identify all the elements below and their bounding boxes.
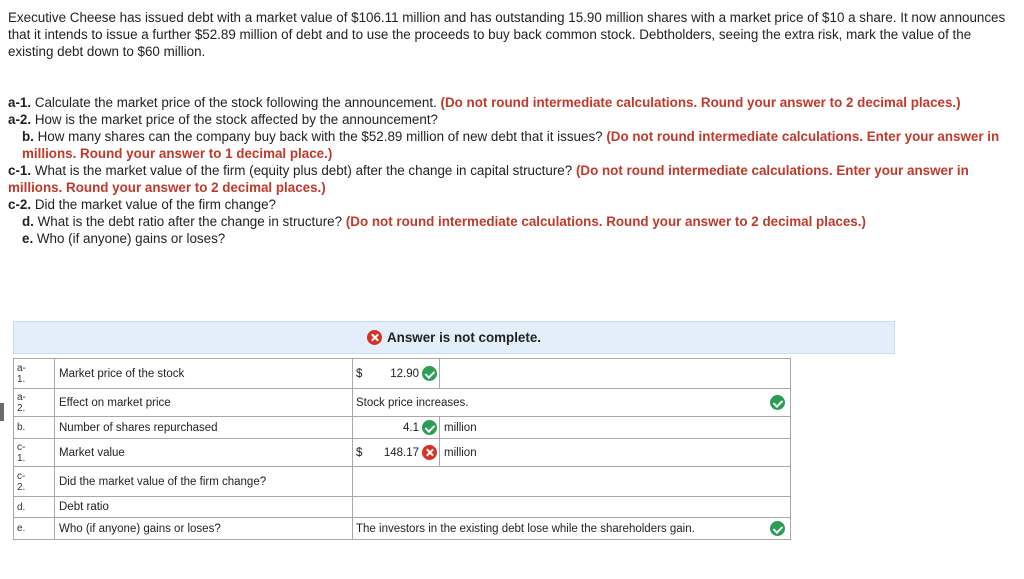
answer-value[interactable]: 148.17 [383,446,419,459]
row-id [14,417,55,439]
answer-value[interactable]: 4.1 [403,421,419,434]
question-hint: (Do not round intermediate calculations. Enter your answer in millions. Round your answer to 2 decimal places.) [8,163,969,195]
row-description: Debt ratio [55,497,353,518]
question-a1 [8,94,1008,111]
question-a2 [8,111,1008,128]
question-hint: (Do not round intermediate calculations. Enter your answer in millions. Round your answer to 1 decimal place.) [22,129,1000,161]
question-text: How is the market price of the stock affected by the announcement? [34,112,438,127]
table-row [14,417,791,439]
row-id-text: a- 2. [17,391,26,414]
row-id [14,389,55,417]
unit-label: million [444,421,477,434]
row-id-text: e. [17,523,26,534]
row-description: Market price of the stock [55,359,353,389]
row-id-text: b. [17,422,26,433]
row-id-text: d. [17,501,26,513]
firm-change-select-cell[interactable] [353,467,791,497]
question-hint: (Do not round intermediate calculations. Round your answer to 2 decimal places.) [345,214,866,229]
correct-icon [422,366,437,381]
row-id-text: c- 1. [17,441,26,464]
question-label: a-2. [8,112,32,127]
gains-select-cell[interactable] [353,518,791,540]
effect-select-cell[interactable] [353,389,791,417]
scroll-marker [0,403,4,421]
answer-table [13,358,791,540]
status-banner [13,321,895,354]
row-id [14,497,55,518]
row-id-text: c- 2. [17,470,26,493]
answer-value[interactable]: 12.90 [390,367,419,380]
question-label: d. [22,214,34,229]
answer-select-value[interactable]: Stock price increases. [356,396,469,409]
question-d [8,213,1008,230]
market-value-input-cell[interactable] [353,439,440,467]
question-label: c-1. [8,163,32,178]
price-input-cell[interactable] [353,359,440,389]
question-text: Who (if anyone) gains or loses? [36,231,226,246]
table-row [14,467,791,497]
unit-cell [440,359,791,389]
row-id [14,518,55,540]
banner-text: Answer is not complete. [386,330,542,345]
incorrect-icon [422,445,437,460]
question-text: Calculate the market price of the stock following the announcement. [34,95,437,110]
currency-symbol: $ [356,446,363,459]
question-label: c-2. [8,197,32,212]
question-c2 [8,196,1008,213]
question-text: What is the debt ratio after the change in structure? [37,214,343,229]
question-list [8,94,1008,247]
question-label: a-1. [8,95,32,110]
table-row [14,439,791,467]
row-id-text: a- 1. [17,362,26,385]
unit-label: million [444,446,477,459]
shares-input-cell[interactable] [353,417,440,439]
row-description: Who (if anyone) gains or loses? [55,518,353,540]
unit-cell [440,439,791,467]
table-row [14,359,791,389]
question-e [8,230,1008,247]
currency-symbol: $ [356,367,363,380]
problem-statement: Executive Cheese has issued debt with a market value of $106.11 million and has outstanding 15.90 million shares with a market price of $10 a share. It now announces that it intends to issue a further $52.89 million of debt and to use the proceeds to buy back common stock. Debtholders, seeing the extra risk, mark the value of the existing debt down to $60 million. [8,10,1006,59]
correct-icon [770,395,785,410]
row-description: Did the market value of the firm change? [55,467,353,497]
question-text: What is the market value of the firm (equity plus debt) after the change in capital structure? [34,163,573,178]
answer-select-value[interactable]: The investors in the existing debt lose while the shareholders gain. [356,522,695,535]
correct-icon [422,420,437,435]
row-description: Effect on market price [55,389,353,417]
question-text: How many shares can the company buy back with the $52.89 million of new debt that it issues? [37,129,603,144]
question-label: e. [22,231,34,246]
row-description: Market value [55,439,353,467]
debt-ratio-input-cell[interactable] [353,497,791,518]
table-row [14,389,791,417]
row-description: Number of shares repurchased [55,417,353,439]
question-c1 [8,162,1008,196]
table-row [14,518,791,540]
incorrect-icon [367,330,382,345]
question-b [8,128,1008,162]
unit-cell [440,417,791,439]
row-id [14,439,55,467]
row-id [14,467,55,497]
correct-icon [770,521,785,536]
question-hint: (Do not round intermediate calculations. Round your answer to 2 decimal places.) [440,95,961,110]
row-id [14,359,55,389]
unit-label [440,368,444,380]
question-label: b. [22,129,34,144]
question-text: Did the market value of the firm change? [34,197,276,212]
table-row [14,497,791,518]
